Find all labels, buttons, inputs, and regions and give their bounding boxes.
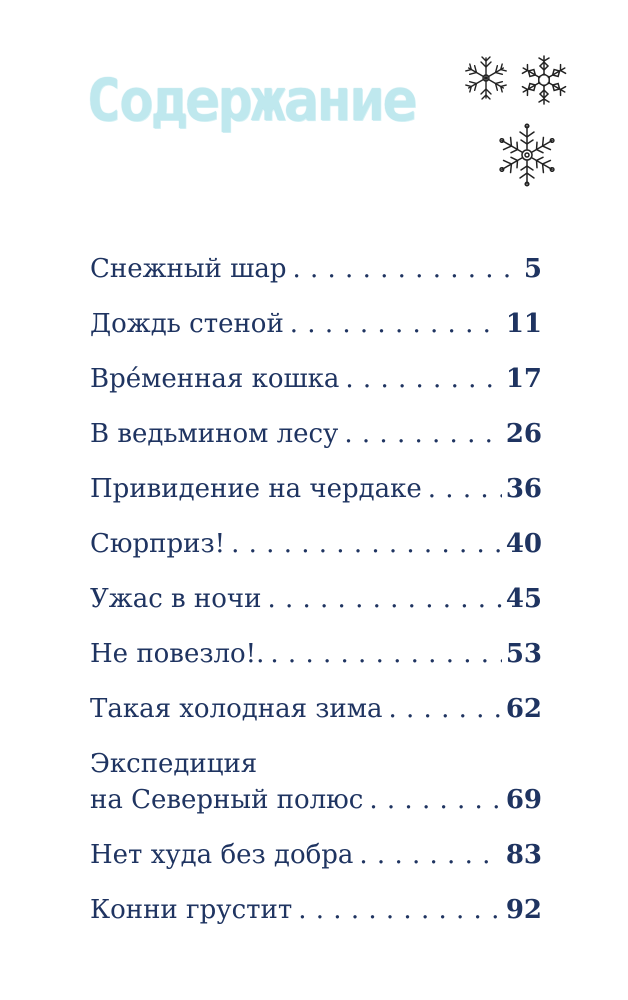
toc-entry[interactable] (90, 416, 542, 452)
dot-leader (369, 782, 501, 818)
toc-entry-title: Ужас в ночи (90, 584, 262, 614)
dot-leader (270, 636, 501, 672)
toc-entry-page: 92 (505, 895, 542, 925)
toc-entry-title: Снежный шар (90, 254, 287, 284)
toc-entry-page: 26 (505, 419, 542, 449)
toc-entry-page: 17 (505, 364, 542, 394)
toc-entry[interactable] (90, 251, 542, 287)
toc-entry-title: Конни грустит (90, 895, 293, 925)
toc-entry[interactable] (90, 306, 542, 342)
toc-entry-title: Не повезло!. (90, 639, 265, 669)
dot-leader (267, 581, 501, 617)
toc-entry[interactable] (90, 746, 542, 818)
toc-entry-title: В ведьмином лесу (90, 419, 339, 449)
toc-entry-title: Сюрприз! (90, 529, 226, 559)
toc-entry[interactable] (90, 526, 542, 562)
toc-entry-page: 53 (505, 639, 542, 669)
dot-leader (231, 526, 502, 562)
page-title: Содержание (86, 66, 416, 134)
toc-entry-title: Привидение на чердаке (90, 474, 422, 504)
toc-entry-page: 11 (505, 309, 542, 339)
dot-leader (292, 251, 519, 287)
toc-entry-title: Нет худа без добра (90, 840, 354, 870)
toc-entry-title: Вре́менная кошка (90, 364, 340, 394)
toc-entry[interactable] (90, 581, 542, 617)
toc-entry-page: 45 (505, 584, 542, 614)
toc-entry[interactable] (90, 361, 542, 397)
toc-entry-title-line2: на Северный полюс (90, 785, 364, 815)
toc-entry[interactable] (90, 892, 542, 928)
toc-entry-title-line1: Экспедиция (90, 749, 258, 779)
toc-entry[interactable] (90, 691, 542, 727)
toc-entry[interactable] (90, 837, 542, 873)
dot-leader (290, 306, 502, 342)
toc-entry-page: 62 (505, 694, 542, 724)
toc-entry-title: Такая холодная зима (90, 694, 383, 724)
toc-entry-page: 83 (505, 840, 542, 870)
dot-leader (344, 416, 501, 452)
snowflake-icon (494, 122, 560, 188)
toc-entry-page: 36 (505, 474, 542, 504)
dot-leader (389, 691, 502, 727)
snowflake-icon (516, 52, 572, 108)
toc-entry-title: Дождь стеной (90, 309, 284, 339)
toc-entry[interactable] (90, 471, 542, 507)
dot-leader (298, 892, 502, 928)
toc-entry-page: 40 (505, 529, 542, 559)
dot-leader (345, 361, 501, 397)
toc-entry-page: 69 (505, 785, 542, 815)
toc-entry-page: 5 (523, 254, 542, 284)
dot-leader (359, 837, 501, 873)
table-of-contents (90, 251, 542, 947)
snowflake-icon (462, 54, 510, 102)
toc-entry[interactable] (90, 636, 542, 672)
dot-leader (428, 471, 502, 507)
